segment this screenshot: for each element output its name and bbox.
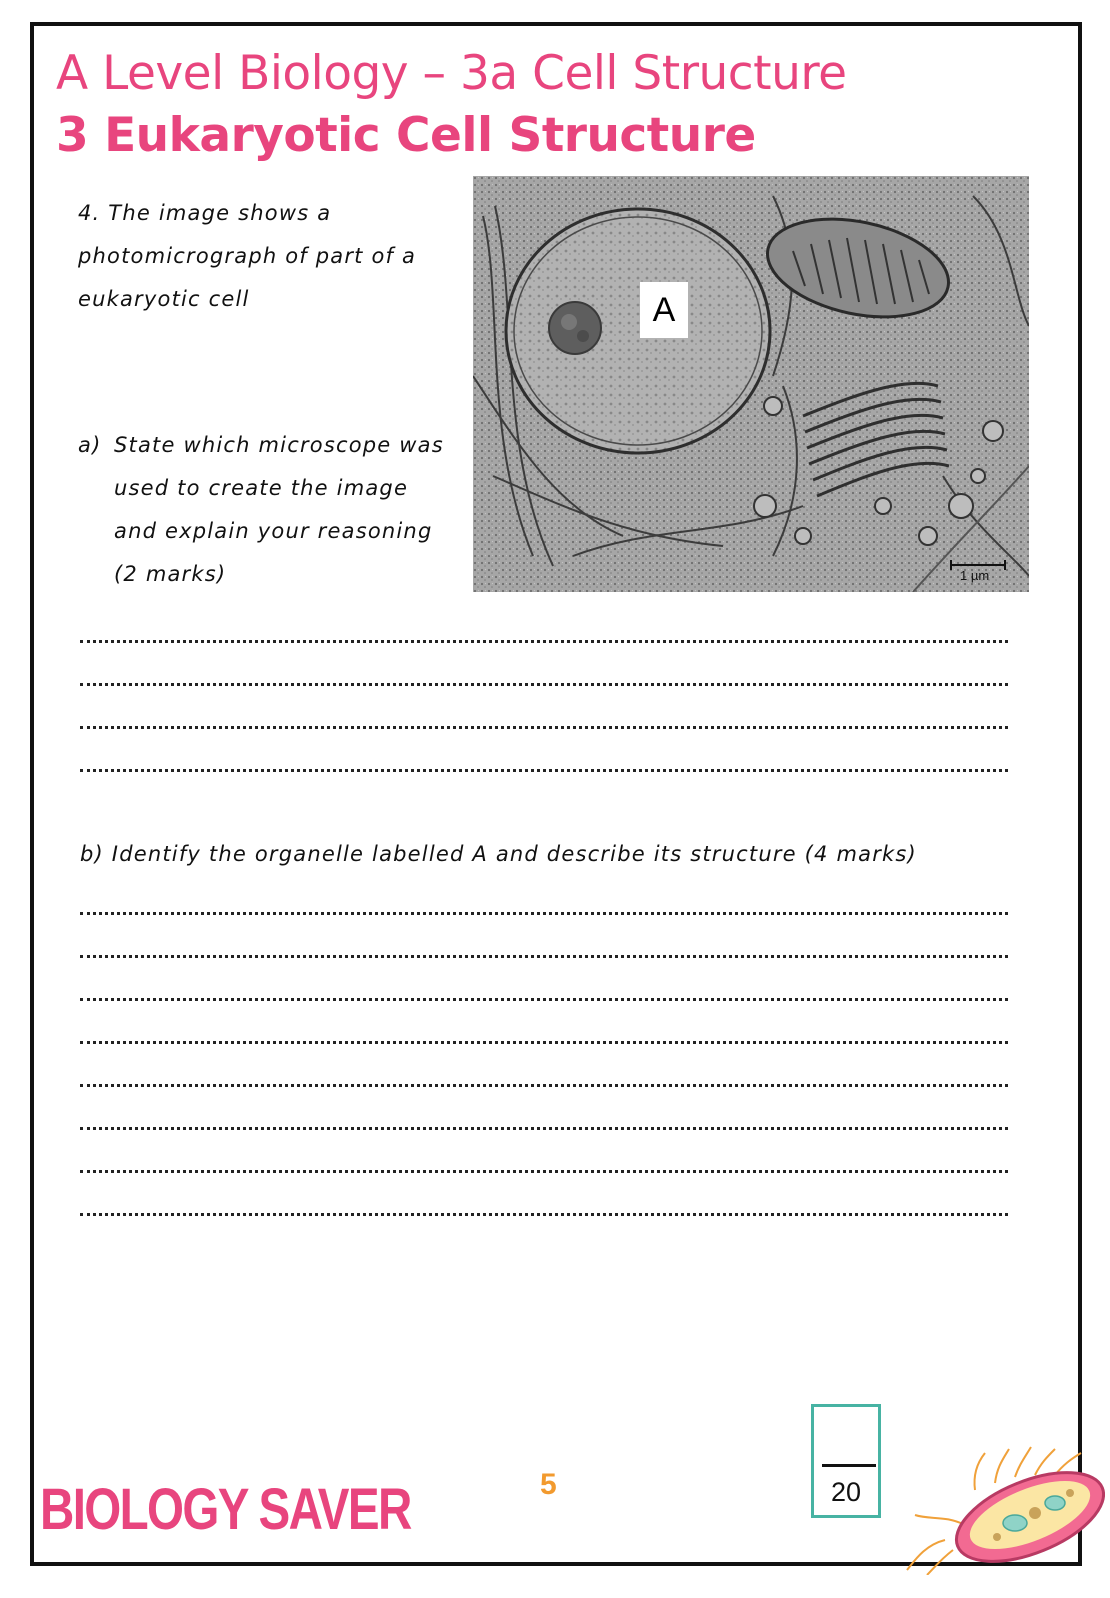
question-part-a [78, 424, 458, 596]
answer-line[interactable] [80, 958, 1008, 1001]
photomicrograph-drawing [473, 176, 1029, 592]
answer-line[interactable] [80, 686, 1008, 729]
photomicrograph [473, 176, 1029, 592]
score-blank-line[interactable] [822, 1464, 876, 1467]
part-a-prefix: a) [78, 433, 102, 457]
score-box [811, 1404, 881, 1518]
score-total: 20 [830, 1477, 862, 1507]
page-subtitle: 3 Eukaryotic Cell Structure [56, 108, 756, 163]
answer-line[interactable] [80, 872, 1008, 915]
page-number: 5 [540, 1468, 557, 1501]
part-a-line: and explain your reasoning [114, 519, 433, 543]
part-a-line: State which microscope was [114, 433, 444, 457]
intro-line: photomicrograph of part of a [78, 244, 417, 268]
answer-line[interactable] [80, 643, 1008, 686]
answer-line[interactable] [80, 729, 1008, 772]
answer-line[interactable] [80, 1044, 1008, 1087]
question-part-b: b) Identify the organelle labelled A and describe its structure (4 marks) [80, 842, 917, 866]
answer-line[interactable] [80, 600, 1008, 643]
answer-line[interactable] [80, 1173, 1008, 1216]
part-a-line: (2 marks) [114, 562, 227, 586]
scale-bar-label: 1 µm [960, 568, 990, 583]
part-a-first-line [78, 424, 458, 467]
organelle-label-a: A [640, 282, 688, 338]
part-a-line: used to create the image [114, 476, 409, 500]
page-title: A Level Biology – 3a Cell Structure [56, 46, 847, 101]
question-intro [78, 192, 458, 321]
bacteria-icon [905, 1445, 1105, 1575]
intro-line: eukaryotic cell [78, 287, 250, 311]
answer-lines-part-a [80, 600, 1008, 772]
answer-line[interactable] [80, 915, 1008, 958]
brand-logo: BIOLOGY SAVER [40, 1477, 411, 1542]
answer-line[interactable] [80, 1087, 1008, 1130]
intro-line: 4. The image shows a [78, 201, 332, 225]
answer-line[interactable] [80, 1130, 1008, 1173]
answer-lines-part-b [80, 872, 1008, 1216]
answer-line[interactable] [80, 1001, 1008, 1044]
